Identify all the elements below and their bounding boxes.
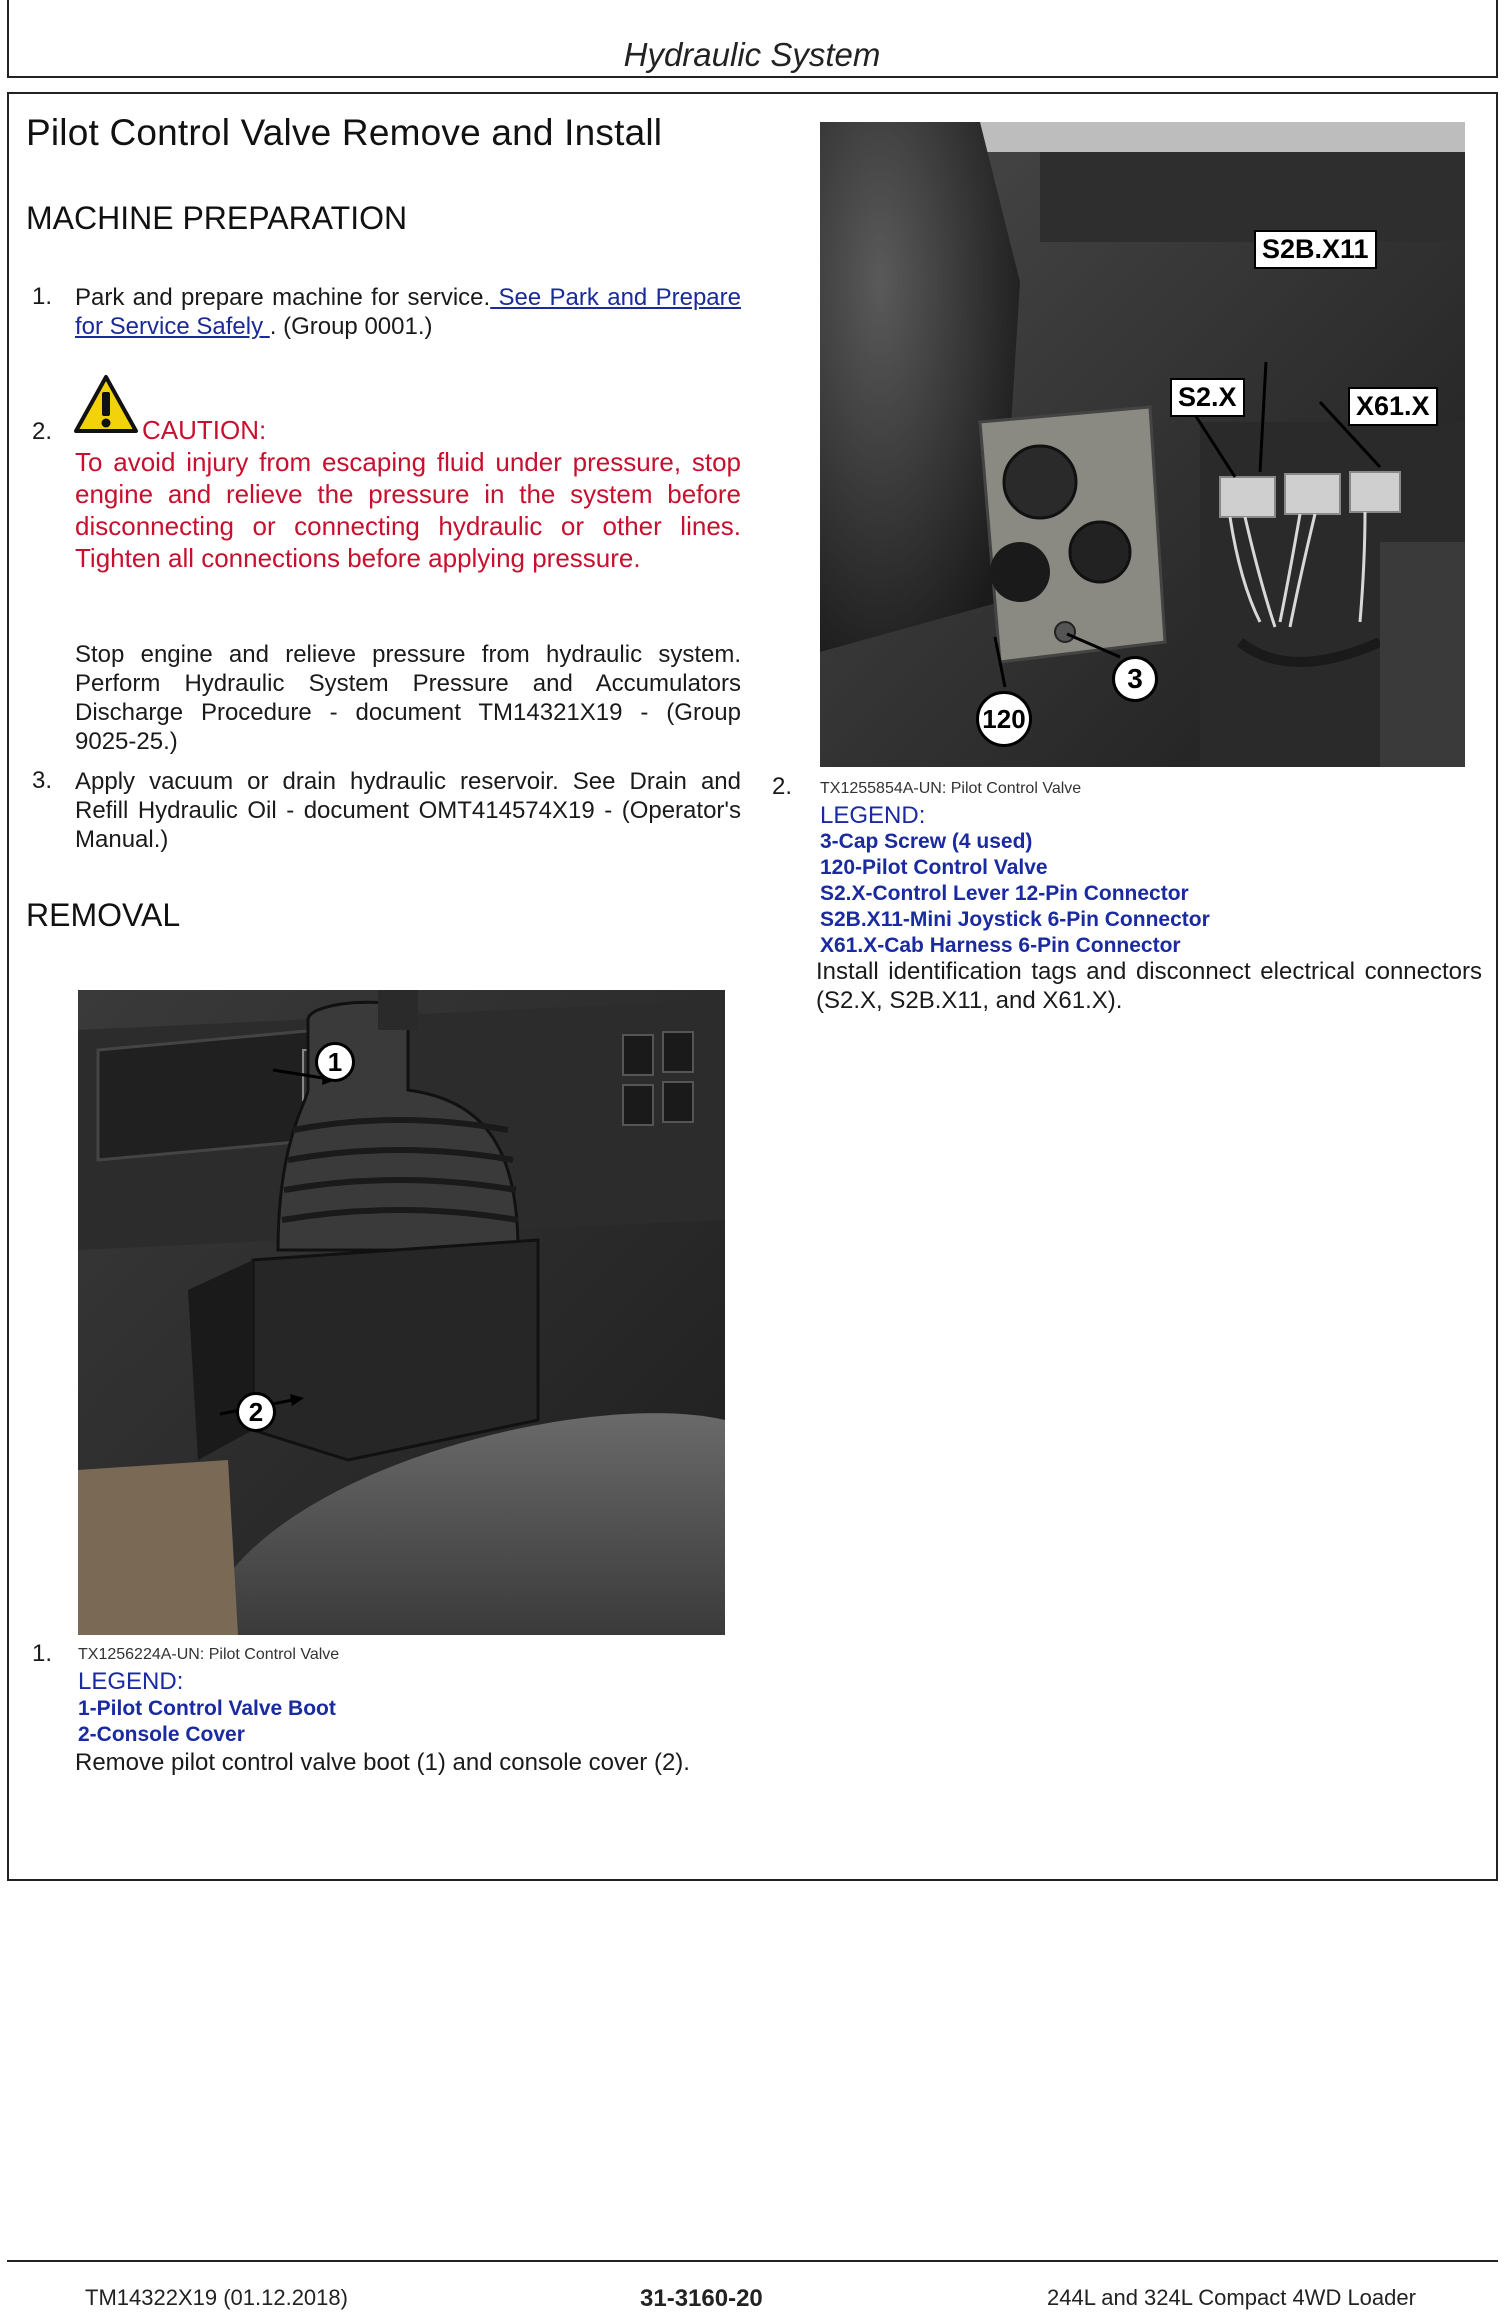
removal-step-1-text: Remove pilot control valve boot (1) and console cover (2). — [75, 1749, 690, 1776]
step-3-text: Apply vacuum or drain hydraulic reservoir. See Drain and Refill Hydraulic Oil - document OMT414574X19 - (Operator's Manual.) — [75, 768, 741, 853]
photo-console-boot — [78, 990, 725, 1635]
caution-icon — [73, 374, 139, 439]
step-number: 1. — [32, 1640, 53, 1667]
callout-1: 1 — [315, 1042, 355, 1082]
footer-page-number: 31-3160-20 — [640, 2285, 763, 2312]
step-number: 2. — [32, 418, 53, 445]
callout-s2b-x11: S2B.X11 — [1254, 230, 1377, 269]
removal-step-2-text: Install identification tags and disconnect electrical connectors (S2.X, S2B.X11, and X61.X). — [816, 958, 1482, 1014]
legend-item: S2.X-Control Lever 12-Pin Connector — [820, 882, 1189, 905]
callout-x61-x: X61.X — [1348, 387, 1438, 426]
callout-3: 3 — [1112, 656, 1158, 702]
running-header: Hydraulic System — [623, 36, 881, 73]
legend-title: LEGEND: — [78, 1668, 184, 1695]
step-number: 2. — [772, 773, 793, 800]
step-number: 3. — [32, 767, 53, 794]
callout-2: 2 — [236, 1392, 276, 1432]
section-heading-removal: REMOVAL — [26, 897, 181, 933]
legend-item: 2-Console Cover — [78, 1723, 245, 1746]
park-prepare-link[interactable]: See Park and Prepare for Service Safely — [75, 284, 741, 340]
legend-item: 1-Pilot Control Valve Boot — [78, 1697, 336, 1720]
callout-120: 120 — [976, 691, 1032, 747]
step-1-text — [75, 283, 741, 341]
section-heading-machine-preparation: MACHINE PREPARATION — [26, 200, 408, 236]
legend-item: X61.X-Cab Harness 6-Pin Connector — [820, 934, 1181, 957]
legend-item: S2B.X11-Mini Joystick 6-Pin Connector — [820, 908, 1210, 931]
legend-item: 3-Cap Screw (4 used) — [820, 830, 1033, 853]
footer-doc-id: TM14322X19 (01.12.2018) — [85, 2285, 348, 2310]
legend-title: LEGEND: — [820, 802, 926, 829]
step-1-text-before: Park and prepare machine for service. — [75, 284, 491, 311]
caution-label: CAUTION: — [142, 415, 267, 445]
figure-caption: TX1256224A-UN: Pilot Control Valve — [78, 1646, 340, 1663]
step-2-text: Stop engine and relieve pressure from hydraulic system. Perform Hydraulic System Pressure and Accumulators Discharge Procedure - document TM14321X19 - (Group 9025-25.) — [75, 641, 741, 755]
photo-pilot-valve — [820, 122, 1465, 767]
figure-caption: TX1255854A-UN: Pilot Control Valve — [820, 780, 1082, 797]
callout-s2-x: S2.X — [1170, 378, 1245, 417]
step-number: 1. — [32, 283, 53, 310]
footer-rule — [7, 2260, 1498, 2262]
caution-text: To avoid injury from escaping fluid under pressure, stop engine and relieve the pressure in the system before disconnecting or connecting hydraulic or other lines. Tighten all connections before applying pressure. — [75, 447, 741, 573]
footer-machine: 244L and 324L Compact 4WD Loader — [1047, 2285, 1416, 2310]
step-1-text-after: . (Group 0001.) — [269, 313, 433, 340]
legend-item: 120-Pilot Control Valve — [820, 856, 1048, 879]
page-title: Pilot Control Valve Remove and Install — [26, 112, 663, 153]
